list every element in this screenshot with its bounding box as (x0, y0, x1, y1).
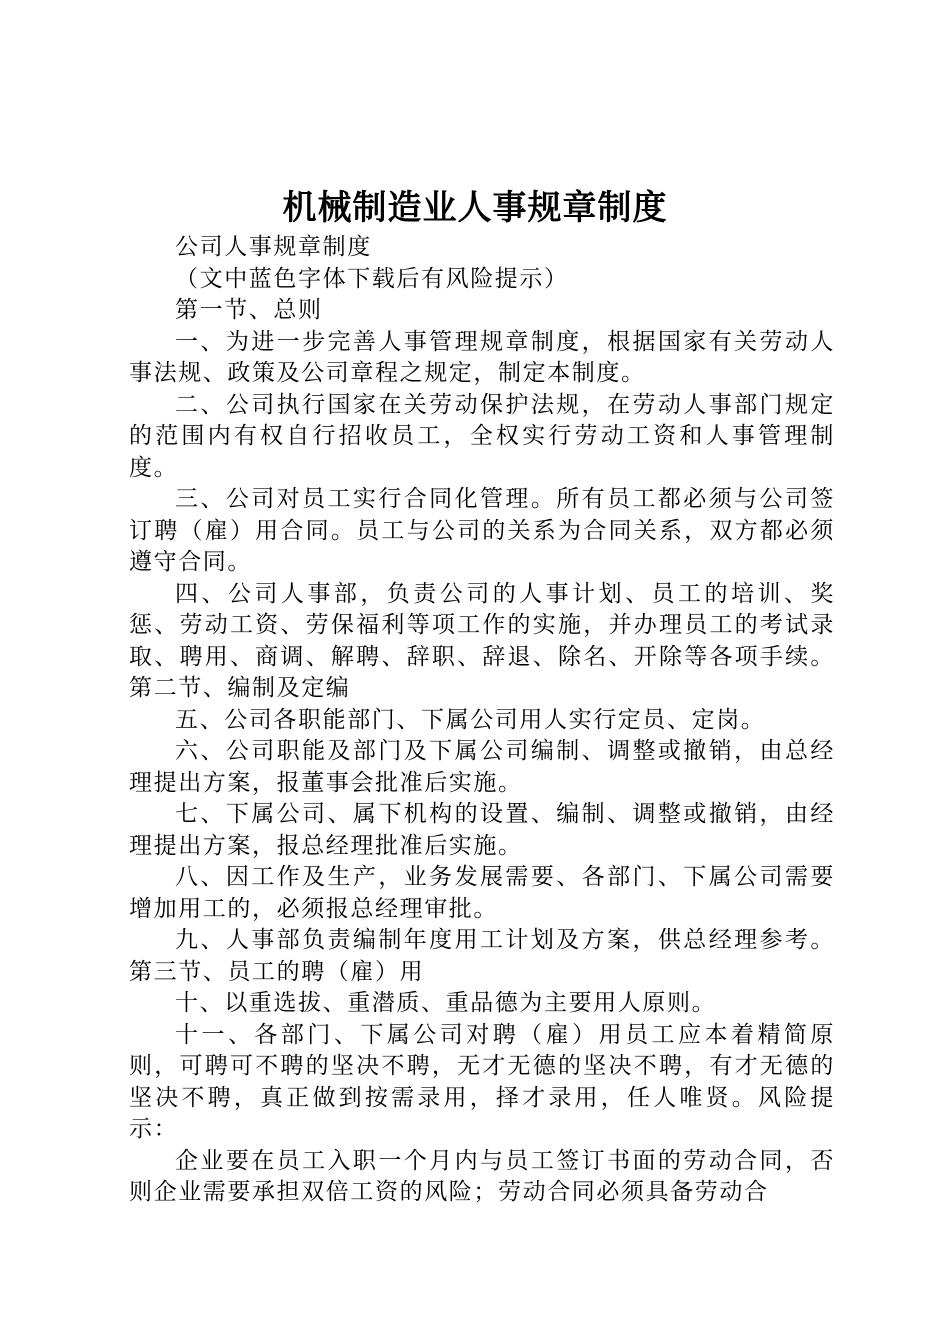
paragraph: 二、公司执行国家在关劳动保护法规，在劳动人事部门规定的范围内有权自行招收员工，全权实行劳动工资和人事管理制度。 (129, 391, 835, 481)
paragraph: 十、以重选拔、重潜质、重品德为主要用人原则。 (175, 990, 717, 1016)
paragraph: 一、为进一步完善人事管理规章制度，根据国家有关劳动人事法规、政策及公司章程之规定，制定本制度。 (129, 328, 835, 386)
paragraph: 四、公司人事部，负责公司的人事计划、员工的培训、奖惩、劳动工资、劳保福利等项工作的实施，并办理员工的考试录取、聘用、商调、解聘、辞职、辞退、除名、开除等各项手续。第二节、编制及定编 (129, 580, 835, 701)
section-heading-1: 第一节、总则 (175, 297, 323, 323)
document-title: 机械制造业人事规章制度 (282, 188, 668, 228)
document-body (129, 232, 835, 1209)
paragraph: 三、公司对员工实行合同化管理。所有员工都必须与公司签订聘（雇）用合同。员工与公司的关系为合同关系，双方都必须遵守合同。 (129, 486, 835, 575)
paragraph: 八、因工作及生产，业务发展需要、各部门、下属公司需要增加用工的，必须报总经理审批。 (129, 864, 835, 922)
paragraph: 七、下属公司、属下机构的设置、编制、调整或撤销，由经理提出方案，报总经理批准后实施。 (129, 801, 835, 859)
paragraph: 九、人事部负责编制年度用工计划及方案，供总经理参考。第三节、员工的聘（雇）用 (129, 927, 835, 985)
paragraph: 十一、各部门、下属公司对聘（雇）用员工应本着精简原则，可聘可不聘的坚决不聘，无才无德的坚决不聘，有才无德的坚决不聘，真正做到按需录用，择才录用，任人唯贤。风险提示： (129, 1021, 835, 1142)
paragraph: 企业要在员工入职一个月内与员工签订书面的劳动合同，否则企业需要承担双倍工资的风险；劳动合同必须具备劳动合 (129, 1147, 835, 1205)
paragraph: 六、公司职能及部门及下属公司编制、调整或撤销，由总经理提出方案，报董事会批准后实施。 (129, 738, 835, 796)
paragraph-subtitle: 公司人事规章制度 (175, 234, 372, 260)
paragraph: 五、公司各职能部门、下属公司用人实行定员、定岗。 (175, 706, 766, 733)
paragraph-note: （文中蓝色字体下载后有风险提示） (175, 265, 569, 292)
